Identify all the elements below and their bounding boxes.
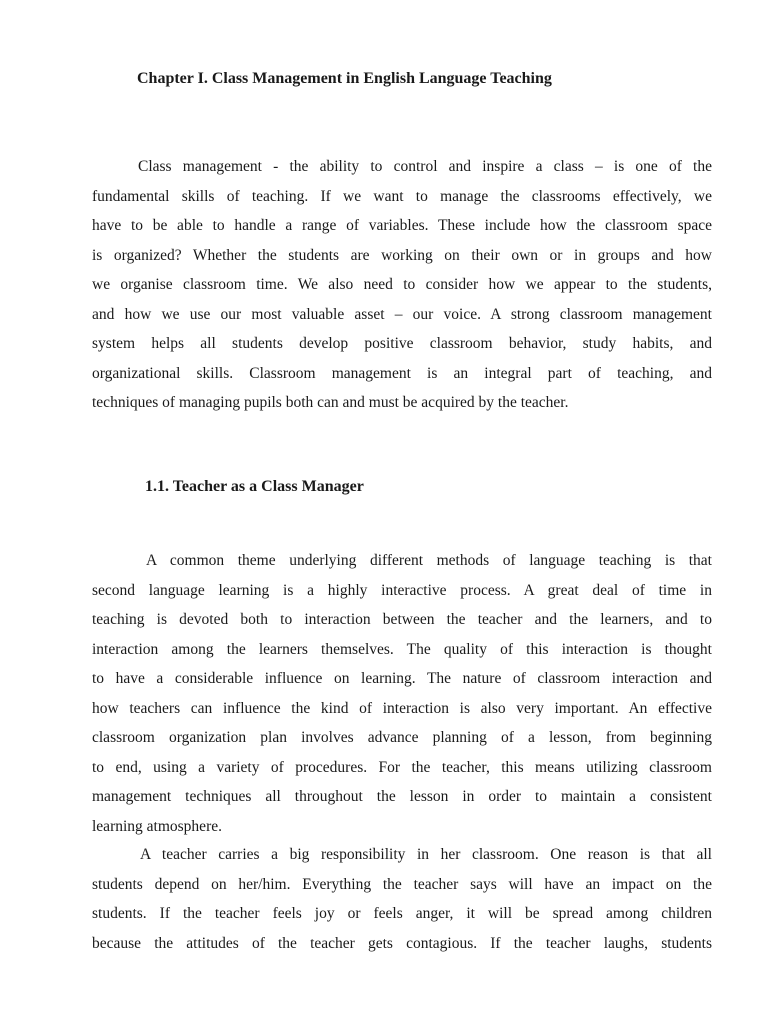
text-line: students depend on her/him. Everything the teacher says will have an impact on the xyxy=(92,875,712,893)
text-line: A common theme underlying different methods of language teaching is that xyxy=(146,552,712,569)
text-line: have to be able to handle a range of variables. These include how the classroom space xyxy=(92,217,712,234)
text-line: to have a considerable influence on learning. The nature of classroom interaction and xyxy=(92,670,712,687)
section-title: 1.1. Teacher as a Class Manager xyxy=(145,478,364,495)
text-line: teaching is devoted both to interaction between the teacher and the learners, and to xyxy=(92,611,712,628)
paragraph-common-theme xyxy=(92,546,712,841)
text-line: A teacher carries a big responsibility in her classroom. One reason is that all xyxy=(140,846,712,863)
text-line: Class management - the ability to control and inspire a class – is one of the xyxy=(138,158,712,175)
text-line: learning atmosphere. xyxy=(92,817,222,835)
text-line: system helps all students develop positive classroom behavior, study habits, and xyxy=(92,335,712,352)
text-line: is organized? Whether the students are working on their own or in groups and how xyxy=(92,246,712,264)
paragraph-class-management xyxy=(92,152,712,418)
text-line: students. If the teacher feels joy or feels anger, it will be spread among children xyxy=(92,905,712,922)
text-line: interaction among the learners themselves. The quality of this interaction is thought xyxy=(92,640,712,658)
text-line: to end, using a variety of procedures. For the teacher, this means utilizing classroom xyxy=(92,758,712,776)
text-line: classroom organization plan involves advance planning of a lesson, from beginning xyxy=(92,729,712,746)
chapter-title: Chapter I. Class Management in English Language Teaching xyxy=(137,70,552,87)
text-line: and how we use our most valuable asset – our voice. A strong classroom management xyxy=(92,305,712,323)
text-line: fundamental skills of teaching. If we want to manage the classrooms effectively, we xyxy=(92,187,712,205)
text-line: second language learning is a highly interactive process. A great deal of time in xyxy=(92,581,712,599)
paragraph-teacher-responsibility xyxy=(92,840,712,958)
text-line: we organise classroom time. We also need to consider how we appear to the students, xyxy=(92,276,712,293)
text-line: organizational skills. Classroom management is an integral part of teaching, and xyxy=(92,364,712,382)
text-line: techniques of managing pupils both can and must be acquired by the teacher. xyxy=(92,394,569,411)
text-line: because the attitudes of the teacher gets contagious. If the teacher laughs, students xyxy=(92,934,712,952)
text-line: how teachers can influence the kind of interaction is also very important. An effective xyxy=(92,699,712,717)
text-line: management techniques all throughout the lesson in order to maintain a consistent xyxy=(92,788,712,805)
